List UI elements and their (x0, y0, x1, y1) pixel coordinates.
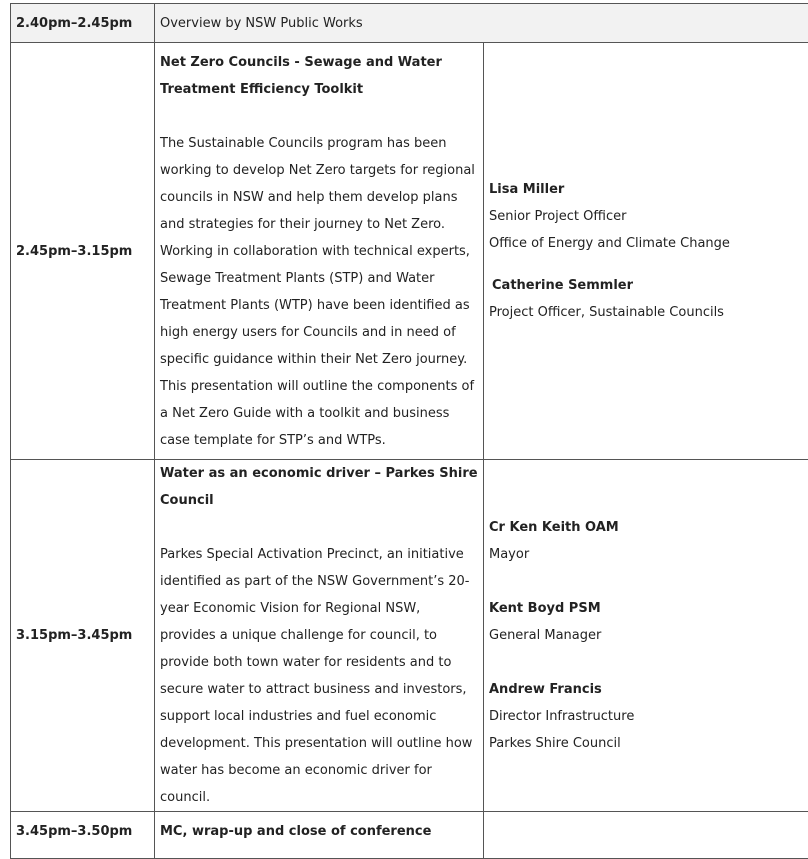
speaker-name: Kent Boyd PSM (489, 595, 808, 622)
agenda-row (11, 4, 808, 43)
agenda-row (11, 460, 808, 812)
session-topic: Water as an economic driver – Parkes Shire Council (160, 460, 478, 514)
session-topic: Net Zero Councils - Sewage and Water Treatment Efficiency Toolkit (160, 49, 478, 103)
session-body: Parkes Special Activation Precinct, an initiative identified as part of the NSW Government’s 20-year Economic Vision for Regional NSW, provides a unique challenge for council, to provide both town water for residents and to secure water to attract business and investors, support local industries and fuel economic development. This presentation will outline how water has become an economic driver for council. (160, 541, 478, 811)
session-speakers (484, 43, 808, 460)
speaker-role: Office of Energy and Climate Change (489, 230, 808, 257)
speaker-name: Andrew Francis (489, 676, 808, 703)
speaker (489, 176, 808, 257)
speaker-name: Lisa Miller (489, 176, 808, 203)
session-time: 2.40pm–2.45pm (11, 4, 155, 43)
speaker-role: Parkes Shire Council (489, 730, 808, 757)
speaker-name: Cr Ken Keith OAM (489, 514, 808, 541)
session-time: 3.45pm–3.50pm (11, 812, 155, 859)
speaker-role: Mayor (489, 541, 808, 568)
session-body: The Sustainable Councils program has been working to develop Net Zero targets for regional councils in NSW and help them develop plans and strategies for their journey to Net Zero. Working in collaboration with technical experts, Sewage Treatment Plants (STP) and Water Treatment Plants (WTP) have been identified as high energy users for Councils and in need of specific guidance within their Net Zero journey. This presentation will outline the components of a Net Zero Guide with a toolkit and business case template for STP’s and WTPs. (160, 130, 478, 454)
agenda-table (10, 3, 808, 859)
speaker-role: Project Officer, Sustainable Councils (489, 299, 808, 326)
session-speakers (484, 812, 808, 859)
speaker (489, 272, 808, 326)
session-details (155, 460, 484, 812)
session-time: 3.15pm–3.45pm (11, 460, 155, 812)
speaker (489, 676, 808, 757)
session-speakers (484, 460, 808, 812)
speaker (489, 514, 808, 568)
speaker-role: Senior Project Officer (489, 203, 808, 230)
speaker-role: Director Infrastructure (489, 703, 808, 730)
agenda-row (11, 812, 808, 859)
session-description: Overview by NSW Public Works (155, 4, 808, 43)
speaker-role: General Manager (489, 622, 808, 649)
session-time: 2.45pm–3.15pm (11, 43, 155, 460)
speaker (489, 595, 808, 649)
speaker-name: Catherine Semmler (489, 272, 808, 299)
session-topic: MC, wrap-up and close of conference (155, 812, 484, 859)
session-details (155, 43, 484, 460)
agenda-row (11, 43, 808, 460)
